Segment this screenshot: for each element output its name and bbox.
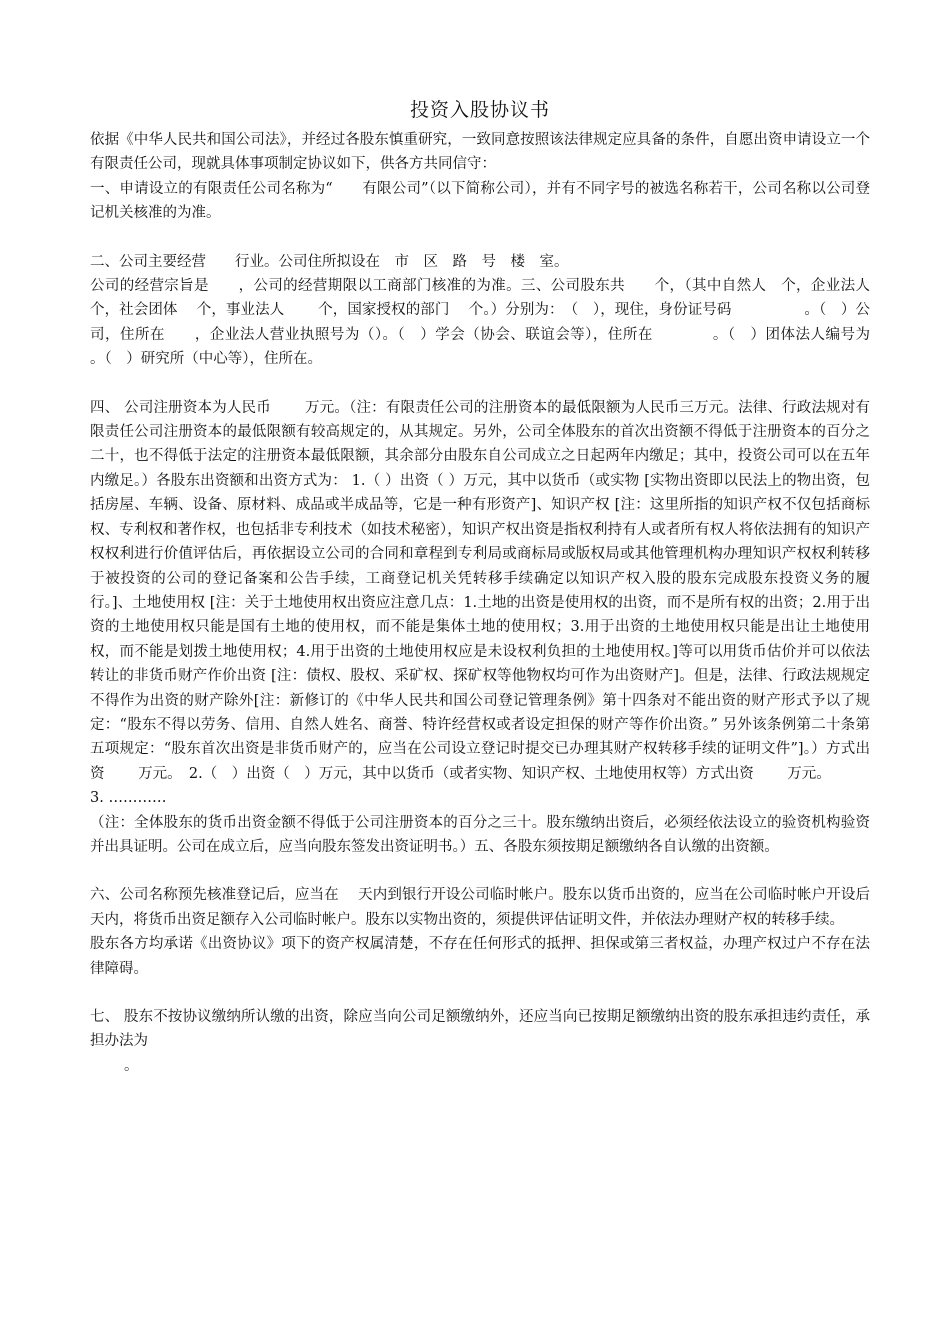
- spacer: [90, 981, 870, 1005]
- clause-5-paragraph: （注：全体股东的货币出资金额不得低于公司注册资本的百分之三十。股东缴纳出资后，必须经依法设立的验资机构验资并出具证明。公司在成立后，应当向股东签发出资证明书。）五、各股东须按期足额缴纳各自认缴的出资额。: [90, 814, 870, 855]
- asset-commitment-paragraph: 股东各方均承诺《出资协议》项下的资产权属清楚，不存在任何形式的抵押、担保或第三者权益，办理产权过户不存在法律障碍。: [90, 936, 870, 977]
- clause-3-paragraph: 公司的经营宗旨是 ，公司的经营期限以工商部门核准的为准。三、公司股东共 个，（其中自然人 个，企业法人 个，社会团体 个，事业法人 个，国家授权的部门 个。）分别为： （ ），现住，身份证号码 。（ ）公司，住所在 ，企业法人营业执照号为（）。（ ）学会（协会、联谊会等），住所在 。（ ）团体法人编号为 。（ ）研究所（中心等），住所在。: [90, 278, 943, 368]
- document-page: [90, 98, 943, 1078]
- clause-2-paragraph: 二、公司主要经营 行业。公司住所拟设在 市 区 路 号 楼 室。: [90, 253, 569, 270]
- clause-7-paragraph: 七、 股东不按协议缴纳所认缴的出资，除应当向公司足额缴纳外，还应当向已按期足额缴纳出资的股东承担违约责任，承担办法为: [90, 1009, 870, 1050]
- clause-4-paragraph: 四、 公司注册资本为人民币 万元。（注：有限责任公司的注册资本的最低限额为人民币三万元。法律、行政法规对有限责任公司注册资本的最低限额有较高规定的，从其规定。另外，公司全体股东的首次出资额不得低于注册资本的百分之二十，也不得低于法定的注册资本最低限额，其余部分由股东自公司成立之日起两年内缴足；其中，投资公司可以在五年内缴足。）各股东出资额和出资方式为： 1.（ ）出资（ ）万元，其中以货币（或实物 [实物出资即以民法上的物出资，包括房屋、车辆、设备、原材料、成品或半成品等，它是一种有形资产]、知识产权 [注：这里所指的知识产权不仅包括商标权、专利权和著作权，也包括非专利技术（如技术秘密），知识产权出资是指权利持有人或者所有权人将依法拥有的知识产权权利进行价值评估后，再依据设立公司的合同和章程到专利局或商标局或版权局或其他管理机构办理知识产权权利转移于被投资的公司的登记备案和公告手续，工商登记机关凭转移手续确定以知识产权入股的股东完成股东投资义务的履行。]、土地使用权 [注：关于土地使用权出资应注意几点：1.土地的出资是使用权的出资，而不是所有权的出资；2.用于出资的土地使用权只能是国有土地的使用权，而不能是集体土地的使用权；3.用于出资的土地使用权只能是出让土地使用权，而不能是划拨土地使用权；4.用于出资的土地使用权应是未设权利负担的土地使用权。]等可以用货币估价并可以依法转让的非货币财产作价出资 [注：债权、股权、采矿权、探矿权等他物权均可作为出资财产]。但是，法律、行政法规规定不得作为出资的财产除外[注：新修订的《中华人民共和国公司登记管理条例》第十四条对不能出资的财产形式予以了规定：“股东不得以劳务、信用、自然人姓名、商誉、特许经营权或者设定担保的财产等作价出资。” 另外该条例第二十条第五项规定：“股东首次出资是非货币财产的，应当在公司设立登记时提交已办理其财产权转移手续的证明文件”]。）方式出资 万元。 2.（ ）出资（ ）万元，其中以货币（或者实物、知识产权、土地使用权等）方式出资 万元。: [90, 399, 870, 782]
- clause-6-paragraph: 六、公司名称预先核准登记后，应当在 天内到银行开设公司临时帐户。股东以货币出资的，应当在公司临时帐户开设后 天内，将货币出资足额存入公司临时帐户。股东以实物出资的，须提供评估证明文件，并依法办理财产权的转移手续。: [90, 887, 885, 928]
- spacer: [90, 859, 870, 883]
- clause-4-item-3: 3. …………: [90, 790, 167, 807]
- preamble-paragraph: 依据《中华人民共和国公司法》，并经过各股东慎重研究，一致同意按照该法律规定应具备的条件，自愿出资申请设立一个有限责任公司，现就具体事项制定协议如下，供各方共同信守：: [90, 132, 870, 173]
- clause-1-paragraph: 一、申请设立的有限责任公司名称为“ 有限公司”（以下简称公司），并有不同字号的被选名称若干，公司名称以公司登记机关核准的为准。: [90, 180, 870, 222]
- spacer: [90, 372, 870, 396]
- document-title: 投资入股协议书: [409, 99, 550, 121]
- spacer: [90, 226, 870, 250]
- clause-7-blank-end: 。: [124, 1057, 139, 1074]
